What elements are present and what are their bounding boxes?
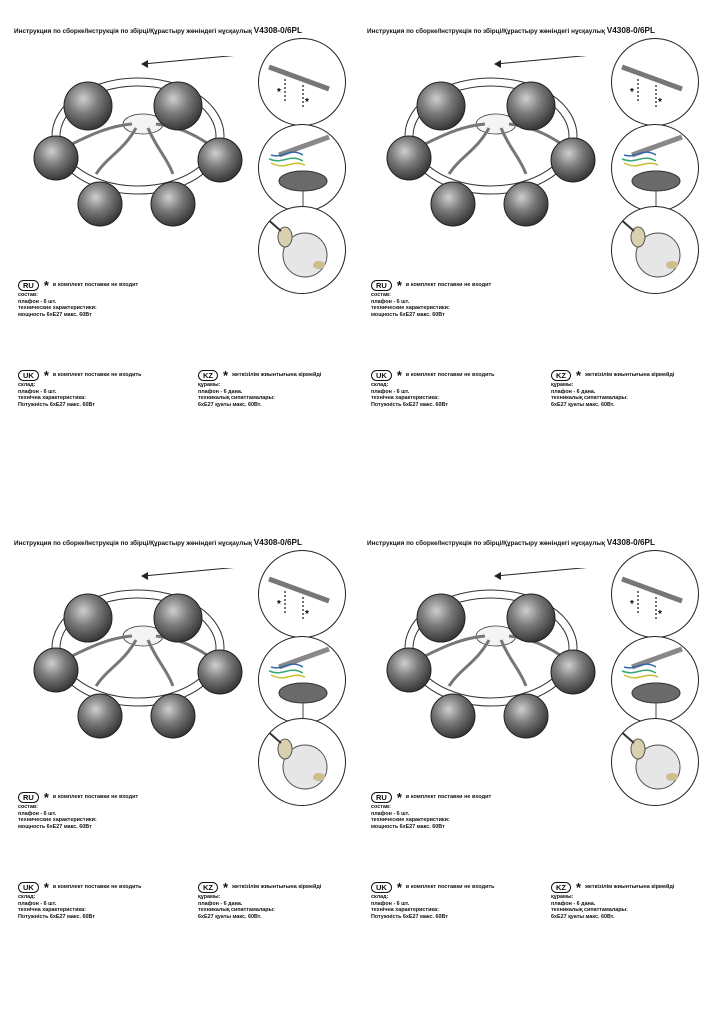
ru-section: RU * в комплект поставки не входит состав: плафон - 6 шт. технические характеристики: мощность 6хЕ27 макс. 60Вт (18, 790, 139, 830)
uk-section: UK * в комплект поставки не входить склад: плафон - 6 шт. технічна характеристика: Потужність 6хЕ27 макс. 60Вт (18, 368, 142, 408)
kz-section: KZ * жеткізілім жиынтығына кірмейді құрамы: плафон - 6 дана. техникалық сипаттамалары: 6хЕ27 қуаты макс. 60Вт. (551, 880, 675, 920)
lampshade-detail (611, 206, 699, 294)
svg-text:*: * (277, 87, 281, 98)
mounting-bracket-detail (611, 550, 699, 638)
panel-title: Инструкция по сборке/Інструкція по збірці/Құрастыру жөніндегі нұсқаулық V4308-0/6PL (367, 538, 656, 547)
kz-section: KZ * жеткізілім жиынтығына кірмейді құрамы: плафон - 6 дана. техникалық сипаттамалары: 6хЕ27 қуаты макс. 60Вт. (198, 368, 322, 408)
lampshade-detail (258, 718, 346, 806)
chandelier-illustration (381, 568, 611, 783)
svg-text:*: * (305, 609, 309, 620)
chandelier-illustration (28, 56, 258, 271)
instruction-panel-2 (353, 0, 706, 500)
chandelier-illustration (381, 56, 611, 271)
mounting-bracket-detail (611, 38, 699, 126)
wiring-detail (258, 124, 346, 212)
ru-section: RU * в комплект поставки не входит состав: плафон - 6 шт. технические характеристики: мощность 6хЕ27 макс. 60Вт (18, 278, 139, 318)
kz-section: KZ * жеткізілім жиынтығына кірмейді құрамы: плафон - 6 дана. техникалық сипаттамалары: 6хЕ27 қуаты макс. 60Вт. (551, 368, 675, 408)
ru-section: RU * в комплект поставки не входит состав: плафон - 6 шт. технические характеристики: мощность 6хЕ27 макс. 60Вт (371, 790, 492, 830)
uk-section: UK * в комплект поставки не входить склад: плафон - 6 шт. технічна характеристика: Потужність 6хЕ27 макс. 60Вт (18, 880, 142, 920)
lampshade-detail (611, 718, 699, 806)
uk-section: UK * в комплект поставки не входить склад: плафон - 6 шт. технічна характеристика: Потужність 6хЕ27 макс. 60Вт (371, 368, 495, 408)
instruction-panel-4 (353, 512, 706, 1012)
kz-section: KZ * жеткізілім жиынтығына кірмейді құрамы: плафон - 6 дана. техникалық сипаттамалары: 6хЕ27 қуаты макс. 60Вт. (198, 880, 322, 920)
svg-text:*: * (658, 609, 662, 620)
wiring-detail (611, 636, 699, 724)
chandelier-illustration (28, 568, 258, 783)
mounting-bracket-detail (258, 550, 346, 638)
wiring-detail (258, 636, 346, 724)
panel-title: Инструкция по сборке/Інструкція по збірці/Құрастыру жөніндегі нұсқаулық V4308-0/6PL (14, 26, 303, 35)
instruction-panel-3 (0, 512, 353, 1012)
svg-text:*: * (277, 599, 281, 610)
svg-text:*: * (305, 97, 309, 108)
panel-title: Инструкция по сборке/Інструкція по збірці/Құрастыру жөніндегі нұсқаулық V4308-0/6PL (367, 26, 656, 35)
uk-section: UK * в комплект поставки не входить склад: плафон - 6 шт. технічна характеристика: Потужність 6хЕ27 макс. 60Вт (371, 880, 495, 920)
svg-text:*: * (658, 97, 662, 108)
svg-text:*: * (630, 599, 634, 610)
mounting-bracket-detail (258, 38, 346, 126)
instruction-panel-1 (0, 0, 353, 500)
wiring-detail (611, 124, 699, 212)
panel-title: Инструкция по сборке/Інструкція по збірці/Құрастыру жөніндегі нұсқаулық V4308-0/6PL (14, 538, 303, 547)
svg-text:*: * (630, 87, 634, 98)
ru-section: RU * в комплект поставки не входит состав: плафон - 6 шт. технические характеристики: мощность 6хЕ27 макс. 60Вт (371, 278, 492, 318)
lampshade-detail (258, 206, 346, 294)
